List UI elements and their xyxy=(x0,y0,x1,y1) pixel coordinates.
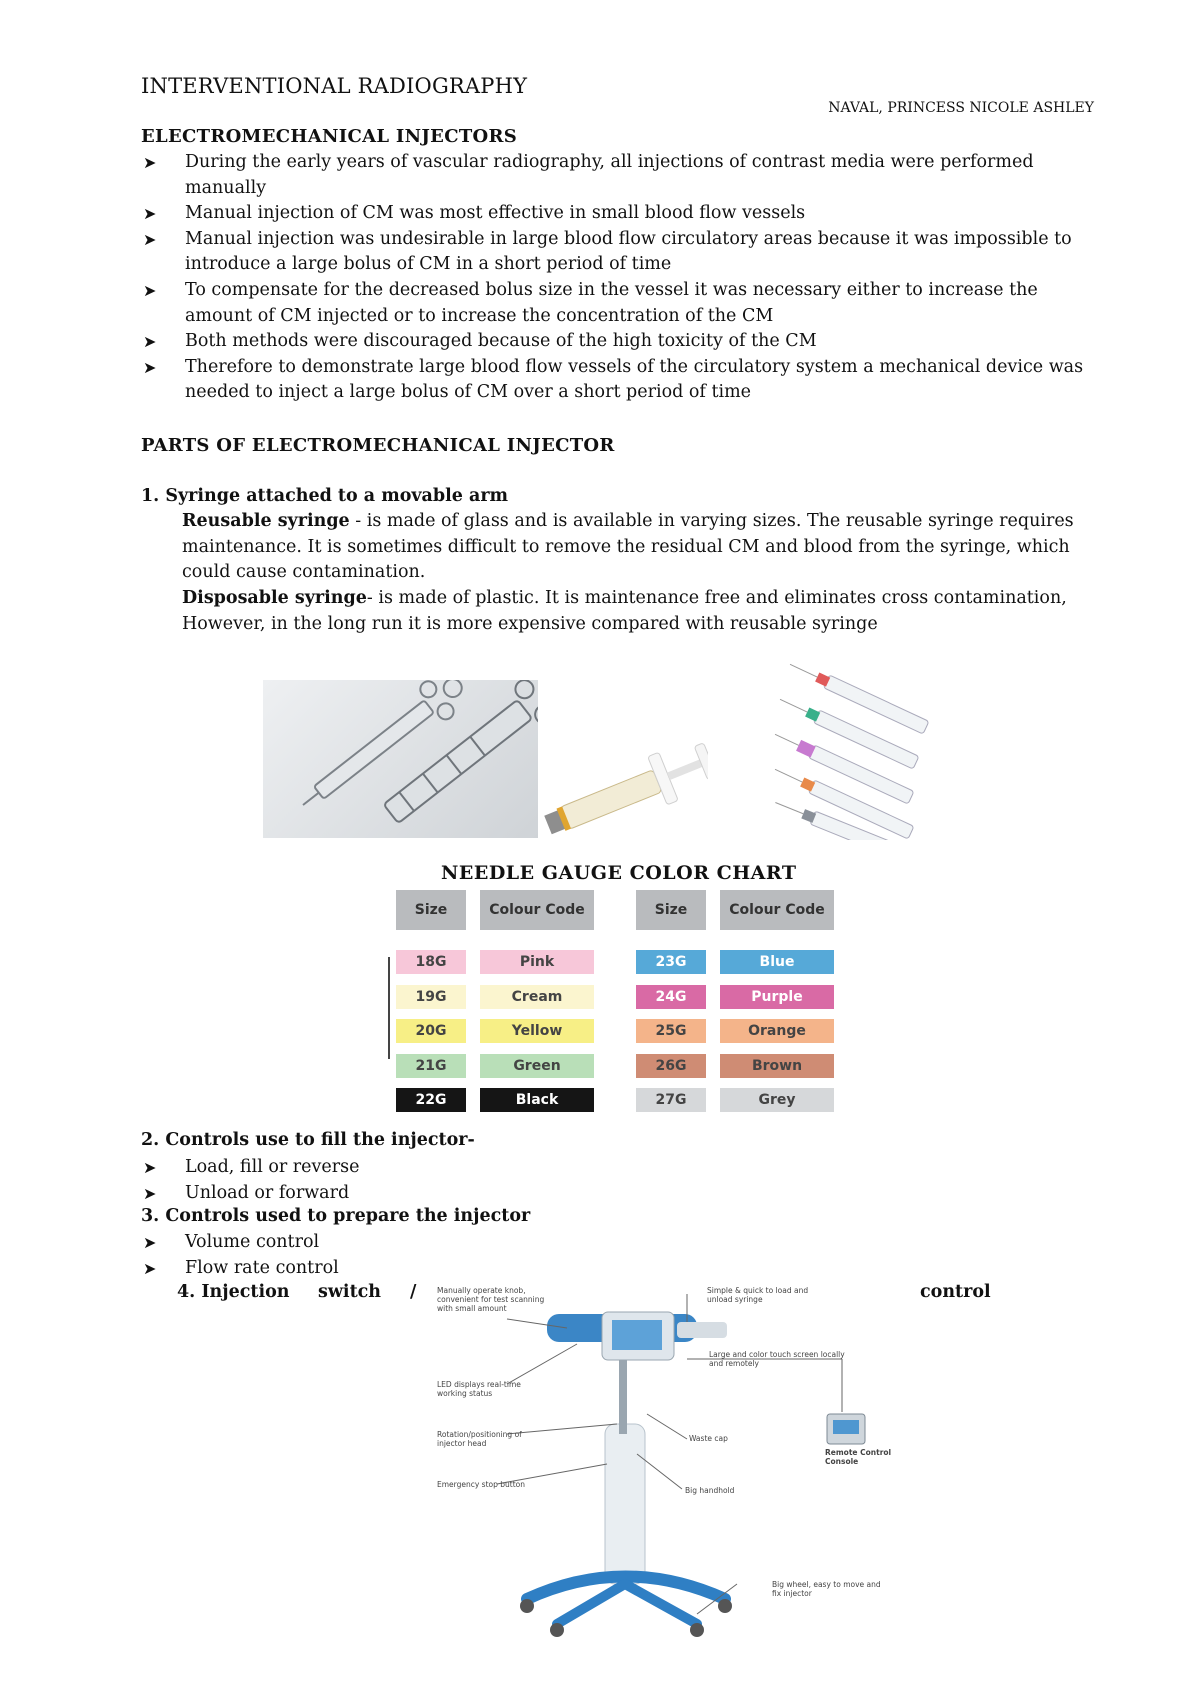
list-item: ➤ Manual injection of CM was most effective in small blood flow vessels xyxy=(141,201,1091,227)
gauge-colour-green: Green xyxy=(480,1054,594,1078)
reusable-syringe-paragraph: Reusable syringe - is made of glass and is available in varying sizes. The reusable syringe requires maintenance. It is sometimes difficult to remove the residual CM and blood from the syringe, which could cause contamination. xyxy=(182,511,1074,583)
gauge-size-27g: 27G xyxy=(636,1088,706,1112)
part3-bullet-list xyxy=(141,1230,1091,1281)
header-size-right: Size xyxy=(636,890,706,930)
gauge-size-25g: 25G xyxy=(636,1019,706,1043)
part4-title-c: / xyxy=(410,1282,417,1302)
gauge-colour-yellow: Yellow xyxy=(480,1019,594,1043)
injector-syringe-image xyxy=(538,715,708,840)
injector-machine-image xyxy=(437,1284,907,1650)
header-colour-right: Colour Code xyxy=(720,890,834,930)
arrow-bullet-icon: ➤ xyxy=(143,1258,157,1278)
arrow-bullet-icon: ➤ xyxy=(143,1183,157,1203)
gauge-size-22g: 22G xyxy=(396,1088,466,1112)
gauge-colour-brown: Brown xyxy=(720,1054,834,1078)
disposable-syringes-image xyxy=(773,648,973,840)
gauge-colour-blue: Blue xyxy=(720,950,834,974)
list-item: ➤ During the early years of vascular radiography, all injections of contrast media were performed manually xyxy=(143,152,1034,198)
part2-bullet-list xyxy=(141,1155,1091,1206)
arrow-bullet-icon: ➤ xyxy=(143,204,157,224)
label-remote-console: Remote Control Console xyxy=(825,1448,892,1466)
arrow-bullet-icon: ➤ xyxy=(143,280,157,300)
gauge-colour-orange: Orange xyxy=(720,1019,834,1043)
label-emergency-stop: Emergency stop button xyxy=(437,1480,526,1489)
label-quick-load: Simple & quick to load and unload syringe xyxy=(707,1286,809,1304)
disposable-term: Disposable syringe xyxy=(182,588,367,608)
label-led-display: LED displays real-time working status xyxy=(437,1380,521,1398)
label-big-handhold: Big handhold xyxy=(685,1486,735,1495)
header-size-left: Size xyxy=(396,890,466,930)
list-item: ➤ Load, fill or reverse xyxy=(141,1155,1091,1181)
gauge-size-21g: 21G xyxy=(396,1054,466,1078)
section-heading-injectors: ELECTROMECHANICAL INJECTORS xyxy=(141,126,518,147)
arrow-bullet-icon: ➤ xyxy=(143,153,157,172)
gauge-colour-pink: Pink xyxy=(480,950,594,974)
reusable-glass-syringe-image xyxy=(263,680,538,838)
label-big-wheel: Big wheel, easy to move and fix injector xyxy=(772,1580,881,1598)
list-item: ➤ Unload or forward xyxy=(141,1181,1091,1207)
gauge-colour-purple: Purple xyxy=(720,985,834,1009)
gauge-size-26g: 26G xyxy=(636,1054,706,1078)
list-item: ➤ Manual injection was undesirable in large blood flow circulatory areas because it was impossible to introduce a large bolus of CM in a short period of time xyxy=(143,228,1072,275)
arrow-bullet-icon: ➤ xyxy=(143,332,157,352)
part4-title-b: switch xyxy=(318,1282,382,1302)
arrow-bullet-icon: ➤ xyxy=(143,1233,157,1252)
part1-title: 1. Syringe attached to a movable arm xyxy=(141,486,509,506)
part4-title-d: control xyxy=(920,1282,991,1302)
gauge-size-18g: 18G xyxy=(396,950,466,974)
label-rotation: Rotation/positioning of injector head xyxy=(437,1430,522,1448)
disposable-syringe-paragraph: Disposable syringe- is made of plastic. It is maintenance free and eliminates cross contamination, However, in the long run it is more expensive compared with reusable syringe xyxy=(182,588,1067,634)
list-item: ➤ Volume control xyxy=(141,1230,1091,1256)
label-manual-knob: Manually operate knob, convenient for test scanning with small amount xyxy=(437,1286,545,1313)
part2-title: 2. Controls use to fill the injector- xyxy=(141,1130,475,1150)
gauge-colour-grey: Grey xyxy=(720,1088,834,1112)
needle-chart-title: NEEDLE GAUGE COLOR CHART xyxy=(441,862,797,884)
gauge-colour-black: Black xyxy=(480,1088,594,1112)
list-item: ➤ To compensate for the decreased bolus size in the vessel it was necessary either to increase the amount of CM injected or to increase the concentration of the CM xyxy=(143,279,1038,326)
label-touch-screen: Large and color touch screen locally and remotely xyxy=(709,1350,845,1368)
author-name: NAVAL, PRINCESS NICOLE ASHLEY xyxy=(828,100,1094,116)
part4-title-a: 4. Injection xyxy=(177,1282,290,1302)
gauge-colour-cream: Cream xyxy=(480,985,594,1009)
header-colour-left: Colour Code xyxy=(480,890,594,930)
gauge-size-20g: 20G xyxy=(396,1019,466,1043)
chart-divider xyxy=(388,957,390,1059)
label-waste-cap: Waste cap xyxy=(689,1434,728,1443)
glass-syringes-illustration xyxy=(263,680,538,838)
list-item: ➤ Therefore to demonstrate large blood flow vessels of the circulatory system a mechanical device was needed to inject a large bolus of CM over a short period of time xyxy=(143,356,1084,403)
document-title: INTERVENTIONAL RADIOGRAPHY xyxy=(141,74,528,98)
needle-gauge-color-chart xyxy=(388,885,848,1125)
gauge-size-19g: 19G xyxy=(396,985,466,1009)
arrow-bullet-icon: ➤ xyxy=(143,229,157,249)
part3-title: 3. Controls used to prepare the injector xyxy=(141,1206,531,1226)
reusable-term: Reusable syringe xyxy=(182,511,350,531)
arrow-bullet-icon: ➤ xyxy=(143,357,157,377)
list-item: ➤ Both methods were discouraged because of the high toxicity of the CM xyxy=(141,329,1091,355)
section-heading-parts: PARTS OF ELECTROMECHANICAL INJECTOR xyxy=(141,435,615,456)
injector-bullet-list xyxy=(141,150,1091,406)
gauge-size-24g: 24G xyxy=(636,985,706,1009)
gauge-size-23g: 23G xyxy=(636,950,706,974)
list-item: ➤ Flow rate control xyxy=(141,1256,1091,1282)
arrow-bullet-icon: ➤ xyxy=(143,1158,157,1177)
